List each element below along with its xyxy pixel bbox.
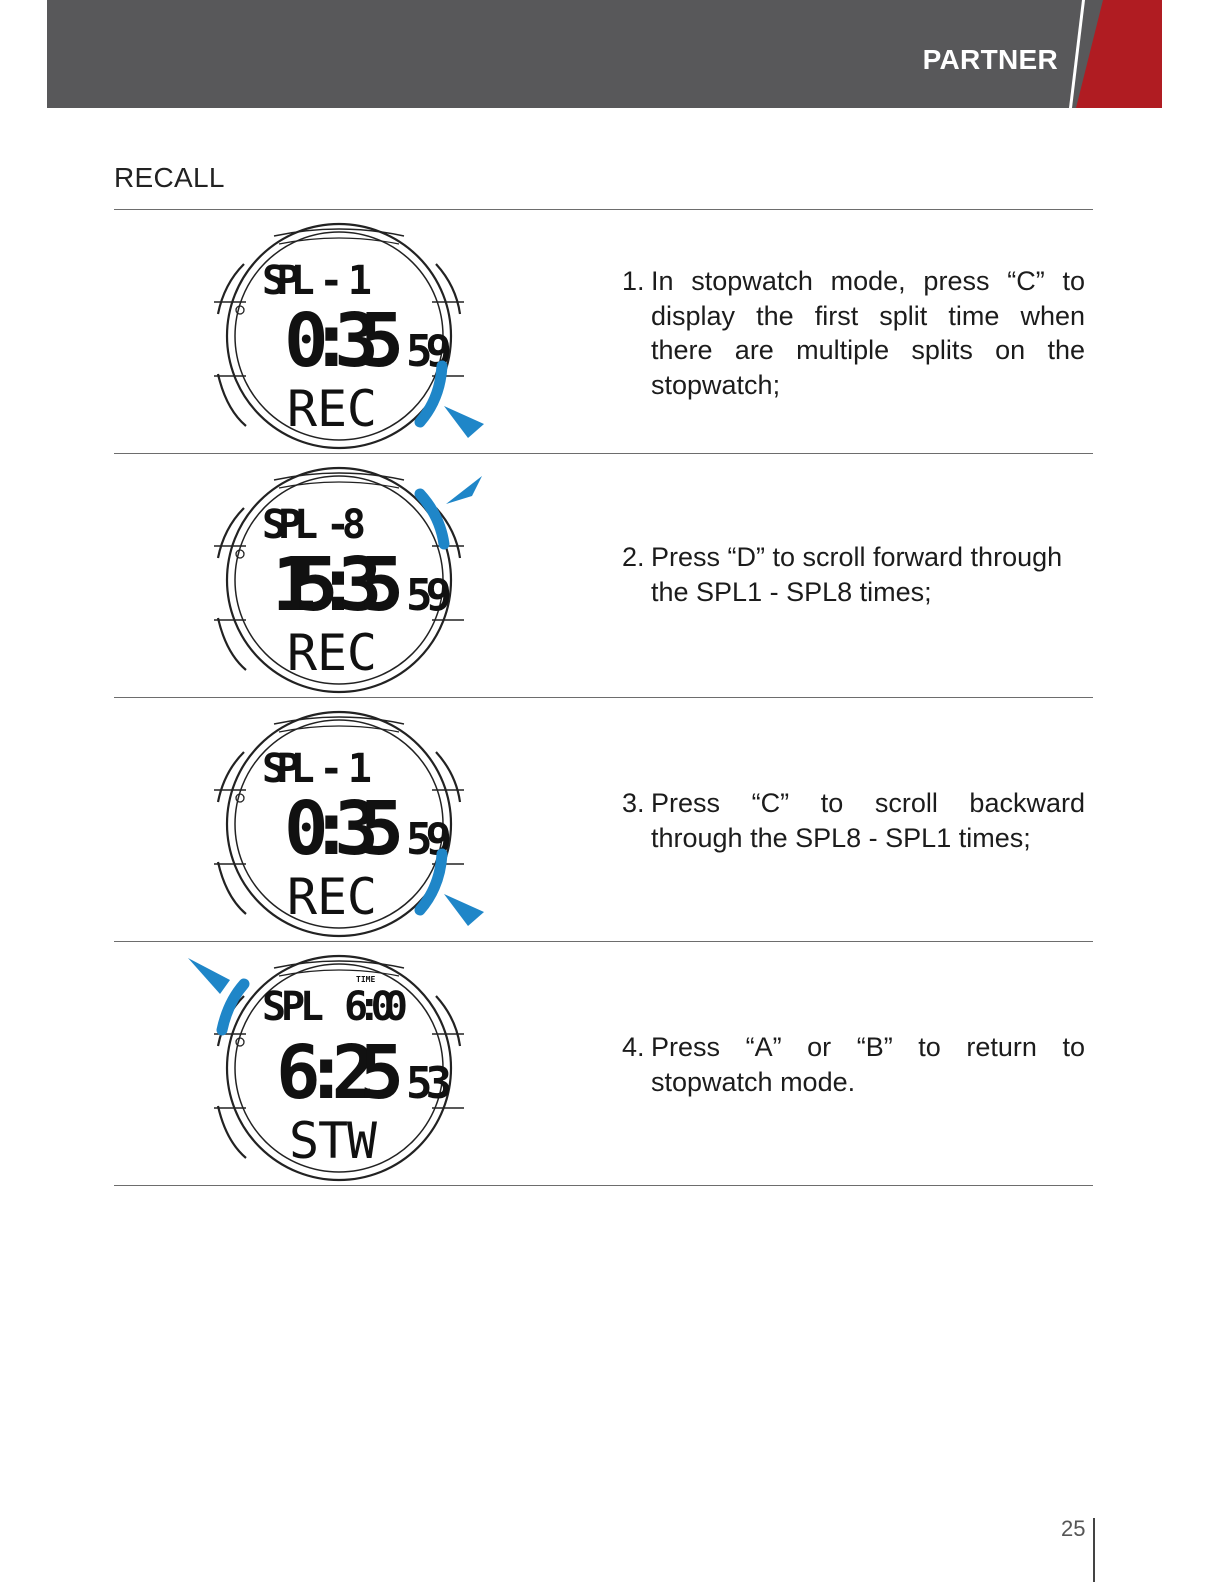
lcd-bottom: REC <box>287 868 377 926</box>
step-number: 2. <box>622 542 645 572</box>
watch-illustration-4 <box>184 946 494 1182</box>
arrow-pointer-icon <box>446 476 482 504</box>
step-body: Press “C” to scroll backward through the SPL8 - SPL1 times; <box>651 788 1085 853</box>
lcd-main: 6:25 <box>276 1030 404 1116</box>
lcd-main: 15:35 <box>272 542 404 628</box>
page-number-rule <box>1093 1518 1095 1582</box>
step-text-1 <box>622 264 1085 402</box>
header-accent <box>1076 0 1162 108</box>
arrow-pointer-icon <box>444 406 484 438</box>
lcd-top: SPL -8 <box>262 502 366 548</box>
lcd-bottom: STW <box>289 1112 377 1170</box>
steps-table <box>114 209 1093 1186</box>
lcd-top: SPL <box>262 984 324 1030</box>
lcd-time-label: TIME <box>356 975 376 984</box>
lcd-sub: 59 <box>406 814 452 865</box>
lcd-bottom: REC <box>287 380 377 438</box>
lcd-sub: 53 <box>406 1058 452 1109</box>
lcd-bottom: REC <box>287 624 377 682</box>
step-text-4 <box>622 1030 1085 1099</box>
step-row-2 <box>114 453 1093 697</box>
step-number: 4. <box>622 1032 645 1062</box>
lcd-top: SPL - 1 <box>262 258 372 304</box>
button-a-highlight <box>222 984 244 1030</box>
watch-illustration-3 <box>184 702 494 938</box>
step-text-3 <box>622 786 1085 855</box>
step-body: Press “A” or “B” to return to stopwatch mode. <box>651 1032 1085 1097</box>
lcd-sub: 59 <box>406 570 452 621</box>
step-text-2 <box>622 540 1085 609</box>
watch-display-icon <box>184 458 494 694</box>
watch-display-icon <box>184 946 494 1182</box>
lcd-main: 0:35 <box>284 298 404 384</box>
step-row-1 <box>114 209 1093 453</box>
step-number: 3. <box>622 788 645 818</box>
step-row-4 <box>114 941 1093 1186</box>
header-bar <box>47 0 1162 108</box>
lcd-main: 0:35 <box>284 786 404 872</box>
watch-illustration-2 <box>184 458 494 694</box>
lcd-top: SPL - 1 <box>262 746 372 792</box>
lcd-top-time: 6:00 <box>344 984 408 1030</box>
step-body: In stopwatch mode, press “C” to display the first split time when there are multiple splits on the stopwatch; <box>651 266 1085 400</box>
watch-display-icon <box>184 702 494 938</box>
lcd-sub: 59 <box>406 326 452 377</box>
watch-display-icon <box>184 214 494 450</box>
step-body: Press “D” to scroll forward through the SPL1 - SPL8 times; <box>651 542 1063 607</box>
step-row-3 <box>114 697 1093 941</box>
arrow-pointer-icon <box>444 894 484 926</box>
step-number: 1. <box>622 266 645 296</box>
watch-illustration-1 <box>184 214 494 450</box>
section-title: RECALL <box>114 162 225 193</box>
page-number: 25 <box>1061 1516 1086 1541</box>
header-title: PARTNER <box>922 44 1058 75</box>
arrow-pointer-icon <box>188 958 230 994</box>
